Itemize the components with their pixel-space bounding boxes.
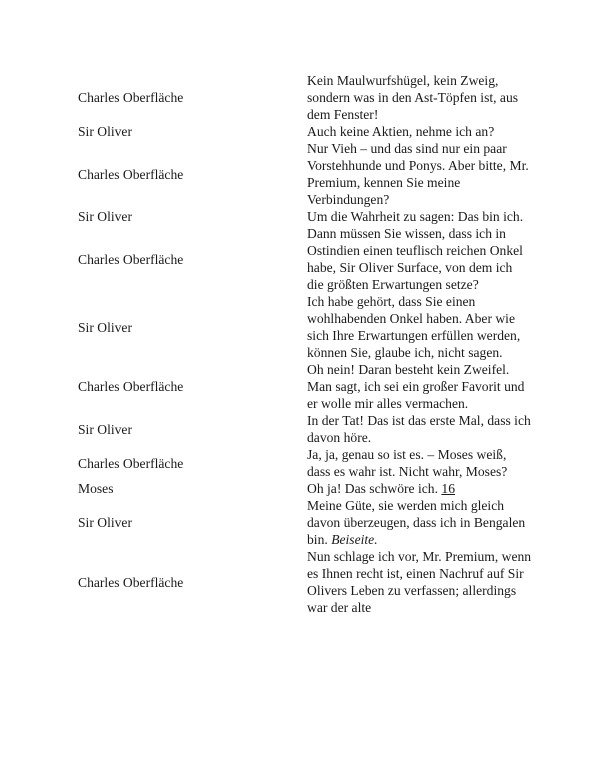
dialogue-line: Um die Wahrheit zu sagen: Das bin ich.	[307, 209, 524, 224]
dialogue-line: Nur Vieh – und das sind nur ein paar Vorstehhunde und Ponys. Aber bitte, Mr. Premium, kennen Sie meine Verbindungen?	[307, 141, 529, 207]
dialogue-row	[72, 446, 532, 480]
dialogue-row	[72, 123, 532, 140]
dialogue-row	[72, 225, 532, 293]
dialogue-table	[72, 72, 532, 616]
dialogue-line: Ich habe gehört, dass Sie einen wohlhabenden Onkel haben. Aber wie sich Ihre Erwartungen erfüllen werden, können Sie, glaube ich, nicht sagen.	[307, 294, 521, 360]
speaker-name: Charles Oberfläche	[78, 166, 184, 182]
dialogue-line: Ja, ja, genau so ist es. – Moses weiß, dass es wahr ist. Nicht wahr, Moses?	[307, 447, 508, 479]
dialogue-line: Dann müssen Sie wissen, dass ich in Ostindien einen teuflisch reichen Onkel habe, Sir Oliver Surface, von dem ich die größten Erwartungen setze?	[307, 226, 523, 292]
dialogue-row	[72, 293, 532, 361]
stage-direction: Beiseite.	[331, 532, 378, 547]
speaker-name: Charles Oberfläche	[78, 379, 184, 394]
dialogue-row	[72, 208, 532, 225]
speaker-name: Sir Oliver	[78, 515, 132, 530]
dialogue-row	[72, 361, 532, 412]
dialogue-row	[72, 480, 532, 497]
footnote-link[interactable]: 16	[441, 481, 455, 496]
speaker-name: Charles Oberfläche	[78, 455, 184, 471]
dialogue-row	[72, 412, 532, 446]
dialogue-line: Auch keine Aktien, nehme ich an?	[307, 124, 495, 139]
speaker-name: Charles Oberfläche	[78, 251, 184, 267]
speaker-name: Sir Oliver	[78, 124, 132, 139]
dialogue-row	[72, 497, 532, 548]
dialogue-line: Kein Maulwurfshügel, kein Zweig, sondern was in den Ast-Töpfen ist, aus dem Fenster!	[307, 73, 519, 122]
dialogue-row	[72, 140, 532, 208]
dialogue-line: In der Tat! Das ist das erste Mal, dass ich davon höre.	[307, 413, 531, 445]
dialogue-line: Nun schlage ich vor, Mr. Premium, wenn es Ihnen recht ist, einen Nachruf auf Sir Olivers Leben zu verfassen; allerdings war der alte	[307, 549, 532, 615]
speaker-name: Sir Oliver	[78, 319, 132, 335]
speaker-name: Charles Oberfläche	[78, 90, 184, 105]
speaker-name: Charles Oberfläche	[78, 574, 184, 590]
dialogue-line	[307, 480, 532, 497]
dialogue-line	[307, 497, 532, 548]
dialogue-text: Meine Güte, sie werden mich gleich davon überzeugen, dass ich in Bengalen bin.	[307, 498, 526, 547]
dialogue-row	[72, 548, 532, 616]
speaker-name: Moses	[78, 481, 114, 496]
dialogue-text: Oh ja! Das schwöre ich.	[307, 481, 438, 496]
speaker-name: Sir Oliver	[78, 209, 132, 224]
dialogue-row	[72, 72, 532, 123]
speaker-name: Sir Oliver	[78, 421, 132, 437]
dialogue-line: Oh nein! Daran besteht kein Zweifel. Man sagt, ich sei ein großer Favorit und er wolle mir alles vermachen.	[307, 362, 525, 411]
